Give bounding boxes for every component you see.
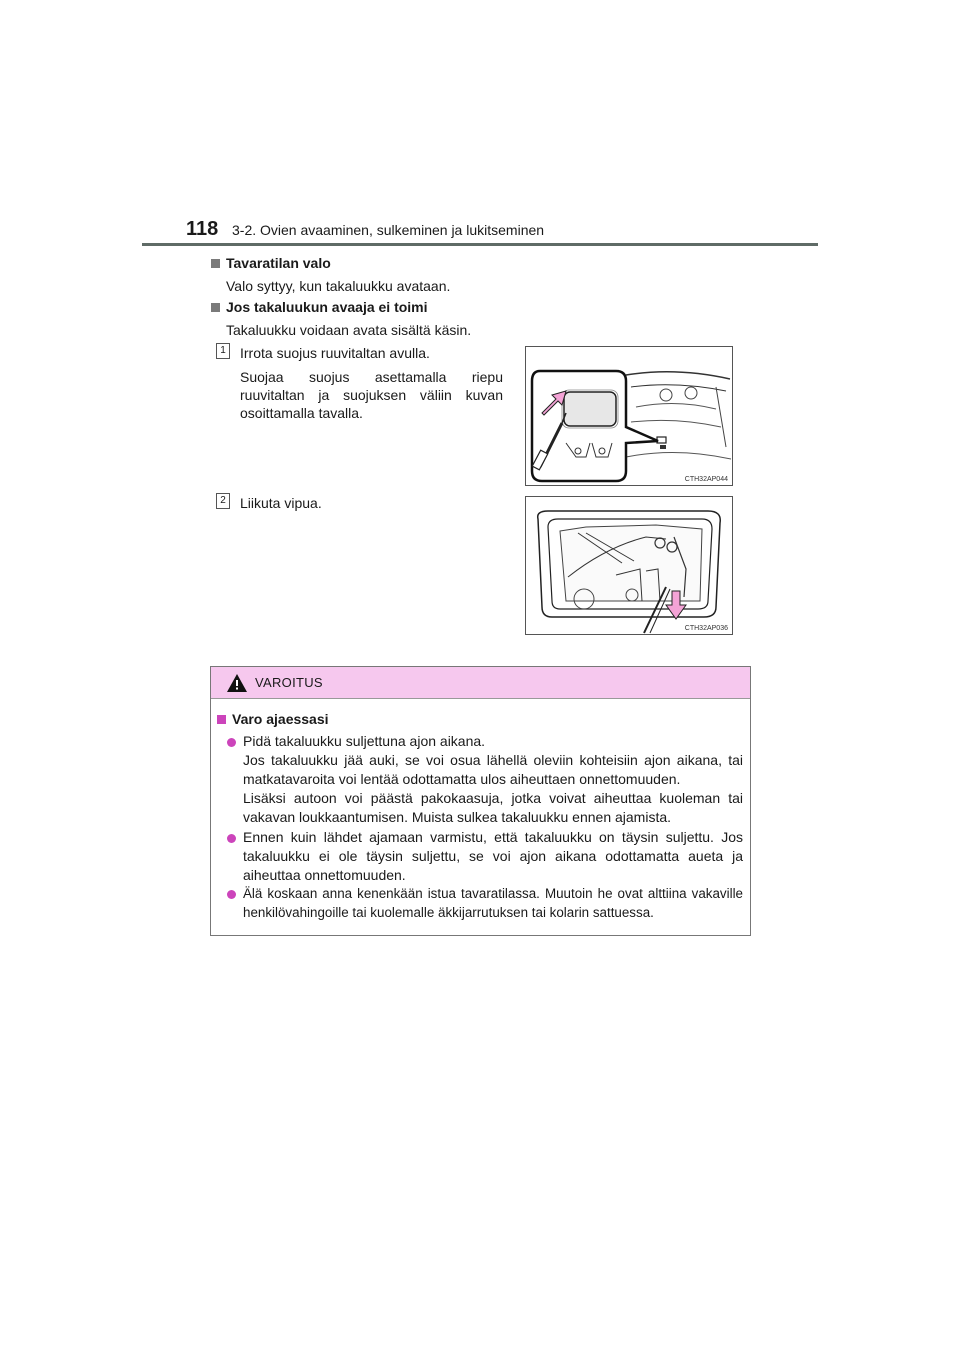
tailgate-cover-illustration: [526, 347, 732, 485]
section-heading-tavaratilan-valo: Tavaratilan valo: [211, 255, 331, 271]
warning-bullet-icon: [227, 738, 236, 747]
warning-label: VAROITUS: [255, 675, 323, 690]
warning-item-1: Pidä takaluukku suljettuna ajon aikana. Jos takaluukku jää auki, se voi osua lähellä oleviin kohteisiin ajon aikana, tai matkatavaroita voi lentää odottamatta ulos aiheuttaen onnettomuuden. Lisäksi autoon voi päästä pakokaasuja, jotka voivat aiheuttaa kuoleman tai vakavan loukkaantumisen. Muista sulkea takaluukku ennen ajamista.: [243, 733, 743, 825]
step-1-badge: 1: [216, 343, 230, 359]
section-text-avaaja: Takaluukku voidaan avata sisältä käsin.: [226, 322, 472, 338]
section-bullet-icon: [211, 259, 220, 268]
header-rule: [142, 243, 818, 246]
warning-triangle-icon: [226, 673, 248, 693]
warning-item-3: Älä koskaan anna kenenkään istua tavaratilassa. Muutoin he ovat alttiina vakaville henkilövahingoille tai kuolemalle äkkijarrutuksen tai kolarin sattuessa.: [243, 886, 743, 920]
step-2-text: Liikuta vipua.: [240, 495, 322, 511]
section-heading-avaaja: Jos takaluukun avaaja ei toimi: [211, 299, 428, 315]
warning-bullet-icon: [227, 834, 236, 843]
warning-box: [210, 666, 751, 936]
section-text-tavaratilan-valo: Valo syttyy, kun takaluukku avataan.: [226, 278, 451, 294]
section-bullet-icon: [211, 303, 220, 312]
chapter-title: 3-2. Ovien avaaminen, sulkeminen ja lukitseminen: [232, 222, 545, 238]
warning-item-2: Ennen kuin lähdet ajamaan varmistu, että takaluukku on täysin suljettu. Jos takaluukku ei ole täysin suljettu, se voi ajon aikana odottamatta aueta ja aiheuttaa onnettomuuden.: [243, 829, 743, 883]
warning-subheading: Varo ajaessasi: [217, 711, 329, 727]
figure-1-code: CTH32AP044: [684, 476, 728, 483]
figure-screwdriver-cover: [525, 346, 733, 486]
figure-lever: [525, 496, 733, 635]
step-2-badge: 2: [216, 493, 230, 509]
step-1-note: Suojaa suojus asettamalla riepu ruuvitaltan ja suojuksen väliin kuvan osoittamalla tavalla.: [240, 369, 503, 421]
warning-bullet-icon: [227, 890, 236, 899]
warning-section-bullet-icon: [217, 715, 226, 724]
step-1-text: Irrota suojus ruuvitaltan avulla.: [240, 345, 430, 361]
lever-illustration: [526, 497, 732, 634]
figure-2-code: CTH32AP036: [684, 625, 728, 632]
page-number: 118: [186, 218, 219, 240]
warning-header: [211, 667, 750, 699]
